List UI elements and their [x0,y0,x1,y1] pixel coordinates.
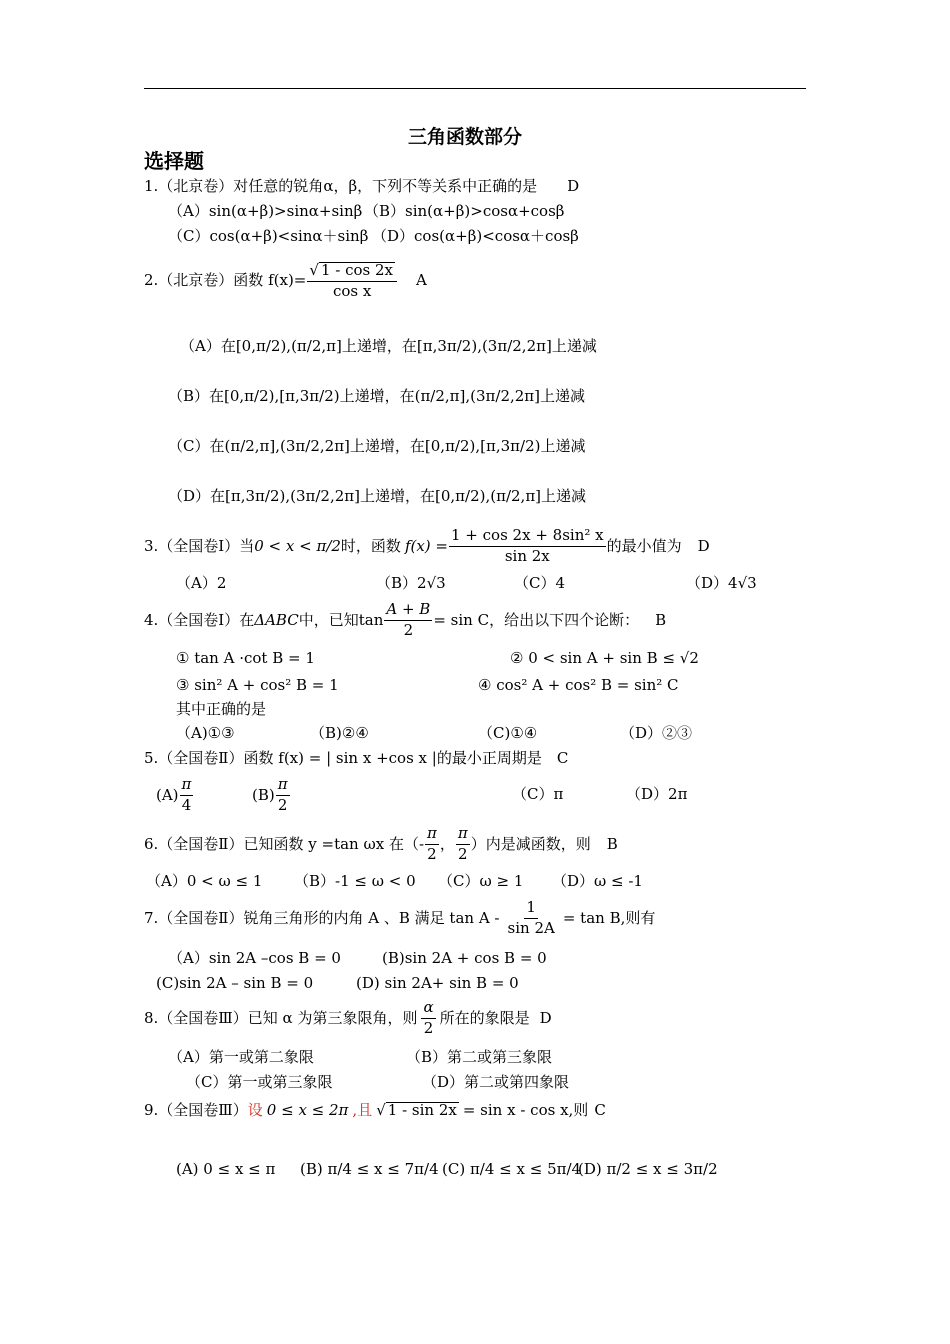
q3-formula: $\frac{\text{1 + cos 2x + 8sin² x}}{\sin 2x}$ [451,526,604,565]
q3-stem: 3.（全国卷Ⅰ）当 0 < x < π/2 时，函数 f(x) = $\frac{\text{1 + cos 2x + 8sin² x}}{\sin 2x}$ 的最小值为 D [144,526,710,565]
q5-option-c: （C）π [512,785,564,803]
q4-option-d: （D）②③ [620,724,693,742]
q5-option-a: (A) $\frac{\pi}{4}$ [156,775,192,814]
q3-option-b: （B）2√3 [376,574,446,592]
q7-option-d: (D) sin 2A+ sin B = 0 [356,974,519,992]
q8-option-a: （A）第一或第二象限 [168,1048,314,1066]
q1-option-c: （C）cos(α+β)<sinα＋sinβ [168,227,369,245]
q4-statement-2: ② 0 < sin A + sin B ≤ √2 [510,649,699,667]
q1-option-d: （D）cos(α+β)<cosα＋cosβ [372,227,579,245]
q7-option-b: (B)sin 2A + cos B = 0 [382,949,547,967]
header-rule [144,88,806,89]
q4-statement-4: ④ cos² A + cos² B = sin² C [478,676,679,694]
q9-stem: 9.（全国卷Ⅲ） 设 0 ≤ x ≤ 2π ,且 √ 1 - sin 2x = sin x - cos x ,则 C [144,1100,606,1119]
q4-statement-3: ③ sin² A + cos² B = 1 [176,676,339,694]
section-heading: 选择题 [144,149,204,173]
q2-option-b: （B）在[0,π/2),[π,3π/2)上递增，在(π/2,π],(3π/2,2π]上递减 [168,387,586,405]
q6-option-b: （B）-1 ≤ ω < 0 [294,872,416,890]
q9-option-b: (B) π/4 ≤ x ≤ 7π/4 [300,1160,439,1178]
page-title: 三角函数部分 [408,126,523,148]
q9-option-a: (A) 0 ≤ x ≤ π [176,1160,276,1178]
q1-stem: 1.（北京卷）对任意的锐角α，β，下列不等关系中正确的是 D [144,177,580,195]
q9-option-c: (C) π/4 ≤ x ≤ 5π/4 [442,1160,582,1178]
q4-option-a: （A)①③ [176,724,235,742]
q3-option-c: （C）4 [514,574,566,592]
q3-option-a: （A）2 [176,574,227,592]
q8-option-b: （B）第二或第三象限 [406,1048,553,1066]
q5-stem: 5.（全国卷Ⅱ）函数 f(x) = | sin x +cos x |的最小正周期是 C [144,749,569,767]
q4-stem: 4.（全国卷Ⅰ）在 ΔABC 中，已知 tan $\frac{A + B}{2}$ = sin C ，给出以下四个论断： B [144,600,667,639]
q4-formula: $\frac{A + B}{2}$ [386,600,431,639]
q6-option-a: （A）0 < ω ≤ 1 [146,872,263,890]
q4-option-b: （B)②④ [310,724,369,742]
q1-option-b: （B）sin(α+β)>cosα+cosβ [364,202,565,220]
q2-formula: $\frac{√ 1 - \cos 2x}{\text{cos x}}$ [307,262,397,300]
q5-option-d: （D）2π [626,785,688,803]
q7-option-a: （A）sin 2A –cos B = 0 [168,949,341,967]
q9-option-d: (D) π/2 ≤ x ≤ 3π/2 [578,1160,718,1178]
q2-option-d: （D）在[π,3π/2),(3π/2,2π]上递增，在[0,π/2),(π/2,π]上递减 [168,487,587,505]
q4-tail: 其中正确的是 [176,700,267,718]
q4-option-c: （C)①④ [478,724,538,742]
q2-option-a: （A）在[0,π/2),(π/2,π]上递增，在[π,3π/2),(3π/2,2π]上递减 [180,337,597,355]
q1-option-a: （A）sin(α+β)>sinα+sinβ [168,202,363,220]
q7-stem: 7.（全国卷Ⅱ）锐角三角形的内角 A 、B 满足 tan A - $\frac{1}{\sin 2A}$ = tan B,则有 [144,898,656,937]
q6-option-c: （C）ω ≥ 1 [438,872,524,890]
q8-stem: 8.（全国卷Ⅲ）已知 α 为第三象限角，则 $\frac{\alpha}{2}$ 所在的象限是 D [144,998,552,1037]
q6-stem: 6.（全国卷Ⅱ）已知函数 y =tan ωx 在（- $\frac{\pi}{2}$ ， $\frac{\pi}{2}$ ）内是减函数，则 B [144,824,618,863]
q2-stem: 2.（北京卷）函数 f(x)= $\frac{√ 1 - \cos 2x}{\text{cos x}}$ A [144,261,427,300]
q8-option-d: （D）第二或第四象限 [422,1073,570,1091]
q7-option-c: (C)sin 2A – sin B = 0 [156,974,314,992]
q8-option-c: （C）第一或第三象限 [186,1073,333,1091]
q6-option-d: （D）ω ≤ -1 [552,872,643,890]
q2-option-c: （C）在(π/2,π],(3π/2,2π]上递增，在[0,π/2),[π,3π/2)上递减 [168,437,586,455]
q5-option-b: (B) $\frac{\pi}{2}$ [252,775,288,814]
q4-statement-1: ① tan A ·cot B = 1 [176,649,315,667]
q3-option-d: （D）4√3 [686,574,757,592]
